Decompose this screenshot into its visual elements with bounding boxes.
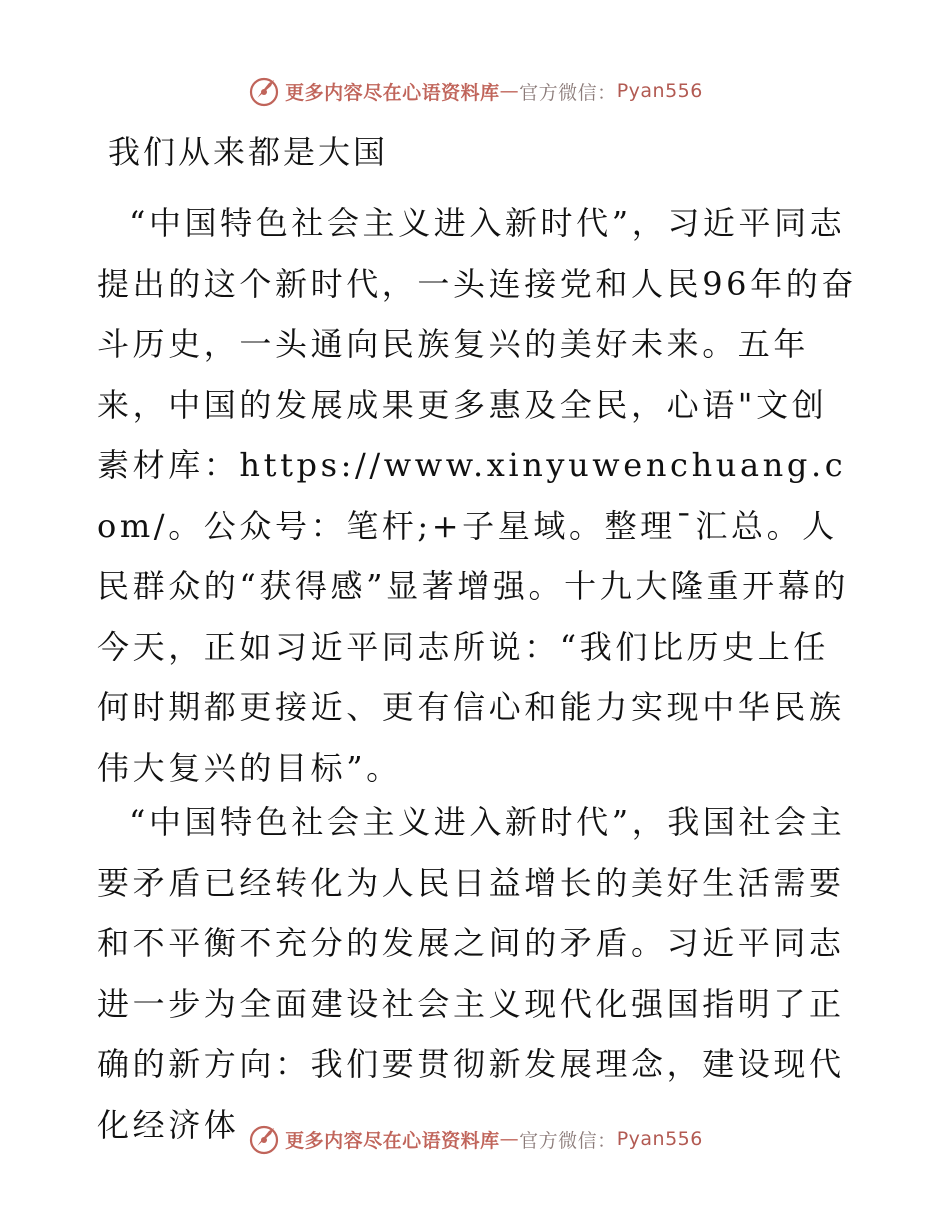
banner-wechat-label: 官方微信： — [519, 1129, 617, 1152]
banner-wechat-handle: Pyan556 — [616, 80, 703, 102]
quill-pen-logo-icon — [247, 74, 281, 108]
banner-main-text: 更多内容尽在心语资料库 — [285, 1129, 500, 1152]
banner-wechat-handle: Pyan556 — [616, 1128, 703, 1150]
paragraph-1: “中国特色社会主义进入新时代”，习近平同志提出的这个新时代，一头连接党和人民96年的奋斗历史，一头通向民族复兴的美好未来。五年来，中国的发展成果更多惠及全民，心语"文创素材库：https://www.xinyuwenchuang.com/。公众号：笔杆;+子星域。整理¯汇总。人民群众的“获得感”显著增强。十九大隆重开幕的今天，正如习近平同志所说：“我们比历史上任何时期都更接近、更有信心和能力实现中华民族伟大复兴的目标”。 — [97, 204, 857, 787]
quill-pen-logo-icon — [247, 1122, 281, 1156]
header-banner — [0, 71, 950, 111]
banner-wechat-label: 官方微信： — [519, 81, 617, 104]
banner-dash: — — [499, 1128, 520, 1150]
banner-main-text: 更多内容尽在心语资料库 — [285, 81, 500, 104]
paragraph-2: “中国特色社会主义进入新时代”，我国社会主要矛盾已经转化为人民日益增长的美好生活需要和不平衡不充分的发展之间的矛盾。习近平同志进一步为全面建设社会主义现代化强国指明了正确的新方向：我们要贯彻新发展理念，建设现代化经济体 — [97, 803, 846, 1144]
banner-dash: — — [499, 80, 520, 102]
footer-banner — [0, 1119, 950, 1159]
document-title: 我们从来都是大国 — [108, 133, 389, 171]
